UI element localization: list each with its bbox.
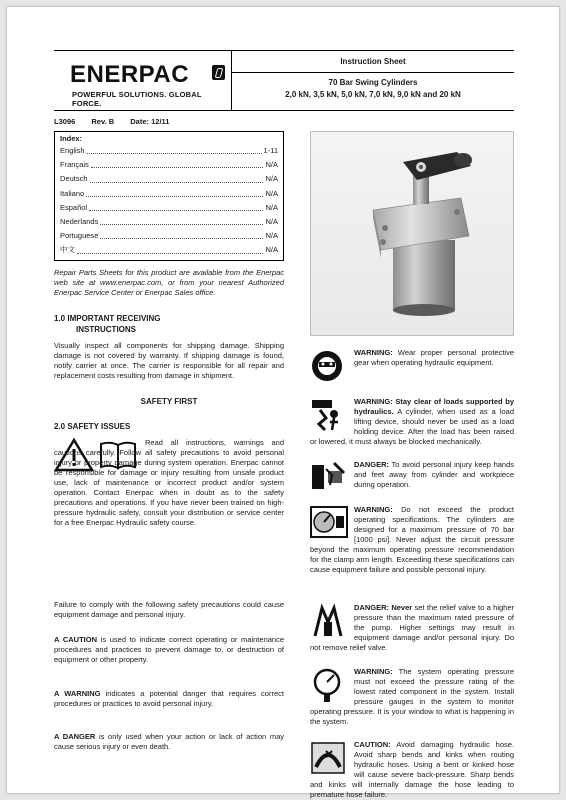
index-language: Français xyxy=(60,160,89,170)
warning-text: set the relief valve to a higher pressure than the maximum rated pressure of the pump. Higher settings may result in equipment damage and/or personal injury. Do not remove relief valve. xyxy=(310,603,514,652)
index-leader-dots xyxy=(77,243,263,253)
hand-crush-icon xyxy=(310,461,348,495)
index-leader-dots xyxy=(91,158,264,168)
index-leader-dots xyxy=(86,187,263,197)
doc-type: Instruction Sheet xyxy=(232,51,514,73)
index-row xyxy=(60,187,278,201)
title-line-2: 2,0 kN, 3,5 kN, 5,0 kN, 7,0 kN, 9,0 kN and 20 kN xyxy=(285,90,461,99)
index-language: Español xyxy=(60,202,88,212)
logo-box xyxy=(54,51,232,110)
title-box xyxy=(232,51,514,110)
face-shield-icon xyxy=(310,349,348,383)
index-page: N/A xyxy=(265,188,278,198)
section-2-heading: 2.0 SAFETY ISSUES xyxy=(54,422,131,431)
doc-meta xyxy=(54,117,183,126)
warning-definition: A WARNING indicates a potential danger that requires correct procedures or practices to avoid personal injury. xyxy=(54,689,284,708)
danger-definition: A DANGER is only used when your action or lack of action may cause serious injury or even death. xyxy=(54,732,284,751)
safety-warning-block xyxy=(310,740,514,800)
hose-kink-icon xyxy=(310,741,348,775)
index-page: 1-11 xyxy=(263,146,278,155)
warning-label: WARNING: xyxy=(354,667,393,676)
pressure-gauge-icon xyxy=(310,506,348,540)
warning-label: WARNING: xyxy=(354,505,393,514)
warning-text: A cylinder, when used as a load lifting device, should never be used as a load holding device. After the load has been raised or lowered, it must always be blocked mechanically. xyxy=(310,407,514,446)
index-page: N/A xyxy=(265,245,278,255)
warning-text: To avoid personal injury keep hands and feet away from cylinder and workpiece during operation. xyxy=(354,460,514,489)
warning-label: WARNING: Stay clear of loads supported by hydraulics. xyxy=(354,397,514,416)
index-page: N/A xyxy=(265,231,278,241)
revision: Rev. B xyxy=(91,117,115,126)
index-leader-dots xyxy=(90,172,264,182)
warning-label: DANGER: xyxy=(354,460,389,469)
swing-cylinder-illustration xyxy=(311,132,515,337)
warning-label: CAUTION: xyxy=(354,740,391,749)
title-line-1: 70 Bar Swing Cylinders xyxy=(328,78,418,87)
index-row xyxy=(60,144,278,158)
product-title xyxy=(232,77,514,101)
safety-warning-block xyxy=(310,603,514,655)
index-page: N/A xyxy=(265,216,278,226)
header xyxy=(54,50,514,111)
index-leader-dots xyxy=(87,144,262,154)
receiving-instructions-text: Visually inspect all components for shipping damage. Shipping damage is not covered by warranty. If shipping damage is found, notify carrier at once. The carrier is responsible for all repair and replacement costs resulting from damage in shipment. xyxy=(54,341,284,380)
enerpac-logo: ENERPAC xyxy=(70,61,190,88)
warning-text: The system operating pressure must not exceed the pressure rating of the lowest rated component in the system. Install pressure gauges in the system to monitor operating pressure. It is your window to what is happening in the system. xyxy=(310,667,514,726)
warning-label: DANGER: Never xyxy=(354,603,413,612)
relief-valve-icon xyxy=(310,604,348,638)
doc-number: L3096 xyxy=(54,117,76,126)
index-row xyxy=(60,215,278,229)
failure-to-comply-text: Failure to comply with the following safety precautions could cause equipment damage and personal injury. xyxy=(54,600,284,619)
safety-warning-block xyxy=(310,505,514,587)
index-leader-dots xyxy=(100,229,263,239)
safety-intro-text: Read all instructions, warnings and cautions carefully. Follow all safety precautions to avoid personal injury or property damage during system operation. Enerpac cannot be responsible for damage or injury resulting from unsafe product use, lack of maintenance or incorrect product and/or system operation. Contact Enerpac when in doubt as to the safety precautions and operations. If you have never been trained on high-pressure hydraulic safety, consult your distribution or service center for a free Enerpac Hydraulic safety course. xyxy=(54,438,284,527)
warning-text: Avoid damaging hydraulic hose. Avoid sharp bends and kinks when routing hydraulic hoses. Using a bent or kinked hose will cause severe back-pressure. Sharp bends and kinks will internally damage the hose leading to premature hose failure. xyxy=(310,740,514,799)
enerpac-mark-icon xyxy=(212,65,225,80)
language-index xyxy=(54,131,284,261)
load-drop-icon xyxy=(310,398,348,432)
index-leader-dots xyxy=(89,201,263,211)
index-page: N/A xyxy=(265,160,278,170)
safety-warning-block xyxy=(310,460,514,500)
index-row xyxy=(60,172,278,186)
index-row xyxy=(60,243,278,257)
index-row xyxy=(60,158,278,172)
index-language: Deutsch xyxy=(60,174,88,184)
index-leader-dots xyxy=(100,215,263,225)
warning-label: WARNING: xyxy=(354,348,393,357)
index-page: N/A xyxy=(265,202,278,212)
index-language: Italiano xyxy=(60,188,85,198)
document-frame xyxy=(6,6,560,799)
gauge-icon xyxy=(310,668,348,702)
index-title: Index: xyxy=(60,134,83,143)
index-language: 中文 xyxy=(60,245,75,255)
section-1-heading: 1.0 IMPORTANT RECEIVING INSTRUCTIONS xyxy=(54,314,161,334)
index-language: Nederlands xyxy=(60,216,99,226)
index-row xyxy=(60,201,278,215)
safety-warning-block xyxy=(310,348,514,385)
index-language: English xyxy=(60,146,85,155)
safety-first-heading: SAFETY FIRST xyxy=(140,397,198,406)
index-row xyxy=(60,229,278,243)
index-language: Portuguese xyxy=(60,231,99,241)
repair-parts-note: Repair Parts Sheets for this product are available from the Enerpac web site at www.enerpac.com, or from your nearest Authorized Enerpac Service Center or Enerpac Sales office. xyxy=(54,268,284,297)
warning-text: Wear proper personal protective gear when operating hydraulic equipment. xyxy=(354,348,514,367)
caution-definition: A CAUTION is used to indicate correct operating or maintenance procedures and practices to prevent damage to, or destruction of equipment or other property. xyxy=(54,635,284,664)
warning-text: Do not exceed the product operating specifications. The cylinders are designed for a maximum pressure of 70 bar [1000 psi]. Never adjust the circuit pressure beyond the maximum operating pressure recommendation for the clamp arm length. Exceeding these specifications can cause equipment failure and possible personal injury. xyxy=(310,505,514,574)
product-photo xyxy=(310,131,514,336)
tagline: POWERFUL SOLUTIONS. GLOBAL FORCE. xyxy=(72,90,202,108)
doc-date: Date: 12/11 xyxy=(130,117,170,126)
safety-warning-block xyxy=(310,397,514,447)
index-page: N/A xyxy=(265,174,278,184)
safety-warning-block xyxy=(310,667,514,729)
instruction-sheet-page xyxy=(54,50,514,799)
